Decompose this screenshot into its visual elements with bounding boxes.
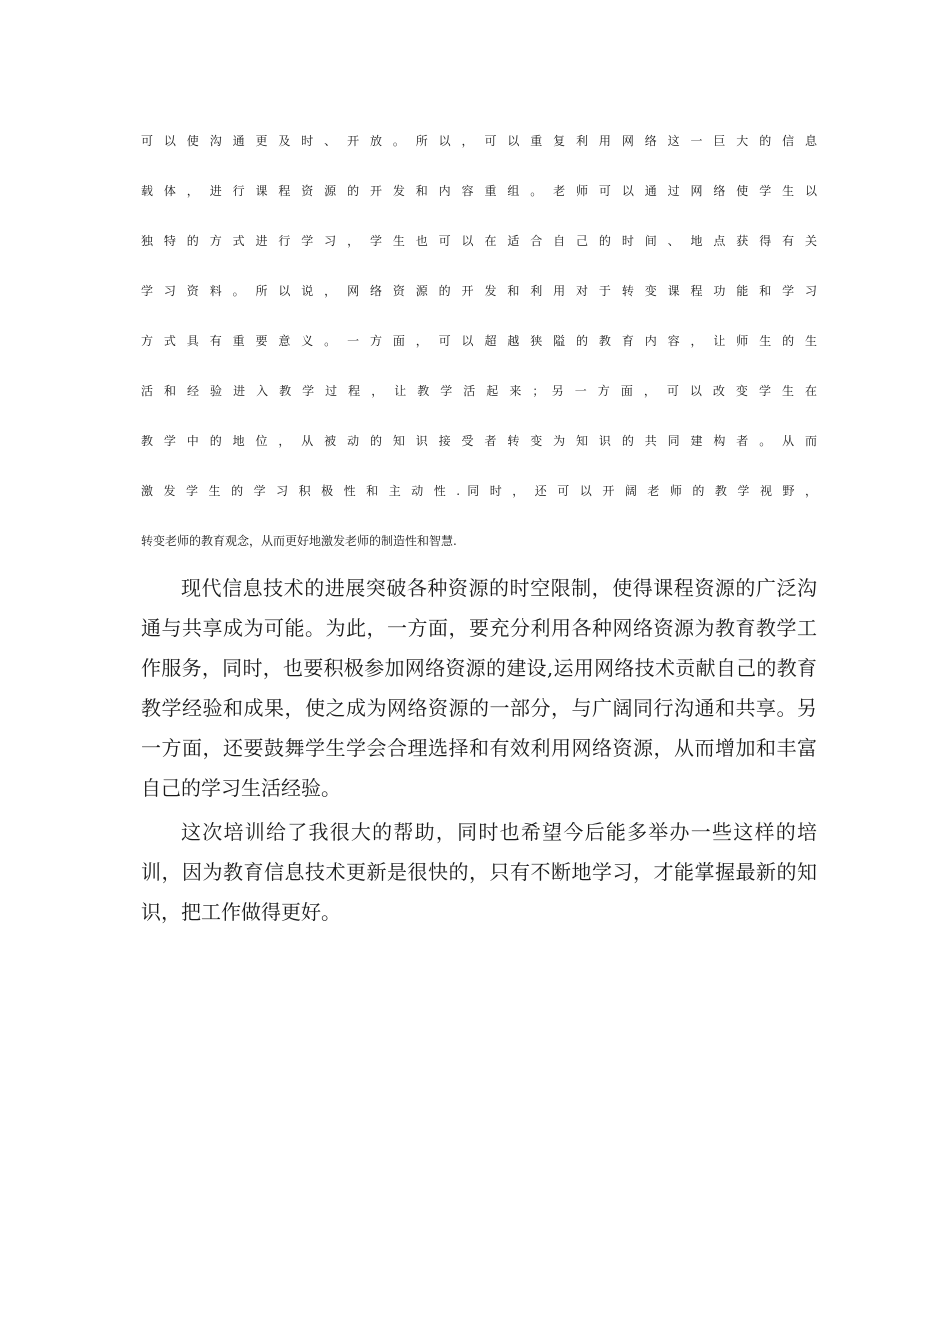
spaced-text-block: [141, 128, 817, 578]
text-line: 教 学 中 的 地 位 ， 从 被 动 的 知 识 接 受 者 转 变 为 知 识 的 共 同 建 构 者 。 从 而: [141, 434, 817, 448]
paragraph: 现代信息技术的进展突破各种资源的时空限制，使得课程资源的广泛沟通与共享成为可能。为此，一方面，要充分利用各种网络资源为教育教学工作服务，同时，也要积极参加网络资源的建设,运用网络技术贡献自己的教育教学经验和成果，使之成为网络资源的一部分，与广阔同行沟通和共享。另一方面，还要鼓舞学生学会合理选择和有效利用网络资源，从而增加和丰富自己的学习生活经验。: [141, 576, 817, 800]
text-line: 独 特 的 方 式 进 行 学 习 ， 学 生 也 可 以 在 适 合 自 己 的 时 间 、 地 点 获 得 有 关: [141, 234, 817, 248]
text-line: 方 式 具 有 重 要 意 义 。 一 方 面 ， 可 以 超 越 狭 隘 的 教 育 内 容 ， 让 师 生 的 生: [141, 334, 817, 348]
text-line: 可 以 使 沟 通 更 及 时 、 开 放 。 所 以 ， 可 以 重 复 利 用 网 络 这 一 巨 大 的 信 息: [141, 134, 817, 148]
text-line: 转变老师的教育观念，从而更好地激发老师的制造性和智慧.: [141, 534, 457, 548]
text-line: 激 发 学 生 的 学 习 积 极 性 和 主 动 性 . 同 时 ， 还 可 以 开 阔 老 师 的 教 学 视 野 ，: [141, 484, 817, 498]
text-line: 活 和 经 验 进 入 教 学 过 程 ， 让 教 学 活 起 来 ； 另 一 方 面 ， 可 以 改 变 学 生 在: [141, 384, 817, 398]
paragraph: 这次培训给了我很大的帮助，同时也希望今后能多举办一些这样的培训，因为教育信息技术更新是很快的，只有不断地学习，才能掌握最新的知识，把工作做得更好。: [141, 820, 817, 924]
text-line: 载 体 ， 进 行 课 程 资 源 的 开 发 和 内 容 重 组 。 老 师 可 以 通 过 网 络 使 学 生 以: [141, 184, 817, 198]
text-line: 学 习 资 料 。 所 以 说 ， 网 络 资 源 的 开 发 和 利 用 对 于 转 变 课 程 功 能 和 学 习: [141, 284, 817, 298]
body-text-block: [141, 568, 817, 932]
